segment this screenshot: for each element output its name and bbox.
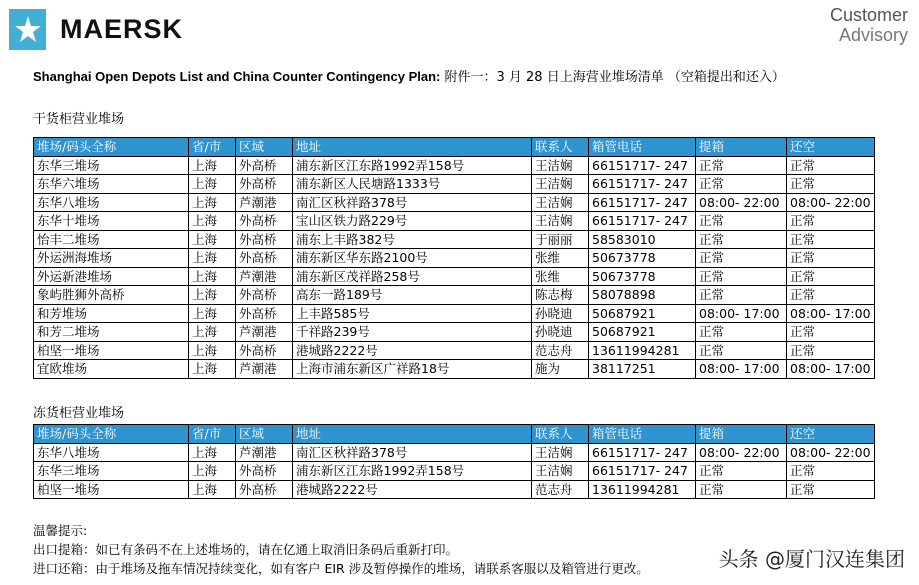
table-cell: 东华八堆场 bbox=[34, 443, 189, 462]
table-cell: 外高桥 bbox=[236, 156, 293, 175]
table-cell: 正常 bbox=[787, 480, 875, 499]
table-cell: 浦东新区江东路1992弄158号 bbox=[293, 462, 532, 481]
table-cell: 50687921 bbox=[589, 323, 696, 342]
page-title bbox=[33, 66, 785, 85]
table-cell: 东华八堆场 bbox=[34, 193, 189, 212]
table-cell: 13611994281 bbox=[589, 480, 696, 499]
table-cell: 66151717- 247 bbox=[589, 193, 696, 212]
table-row bbox=[34, 193, 875, 212]
table-cell: 东华六堆场 bbox=[34, 175, 189, 194]
table-cell: 东华三堆场 bbox=[34, 156, 189, 175]
table-row bbox=[34, 249, 875, 268]
table-cell: 范志舟 bbox=[532, 341, 589, 360]
column-header: 地址 bbox=[293, 425, 532, 444]
table-cell: 08:00- 22:00 bbox=[696, 443, 787, 462]
table-cell: 正常 bbox=[696, 267, 787, 286]
table-cell: 外高桥 bbox=[236, 212, 293, 231]
table-cell: 58078898 bbox=[589, 286, 696, 305]
table-header-row bbox=[34, 425, 875, 444]
advisory-line1: Customer bbox=[829, 5, 908, 25]
table-cell: 浦东新区华东路2100号 bbox=[293, 249, 532, 268]
table-cell: 陈志梅 bbox=[532, 286, 589, 305]
watermark: 头条 @厦门汉连集团 bbox=[718, 547, 905, 571]
table-cell: 正常 bbox=[696, 156, 787, 175]
table-row bbox=[34, 267, 875, 286]
column-header: 堆场/码头全称 bbox=[34, 425, 189, 444]
table-cell: 08:00- 22:00 bbox=[787, 443, 875, 462]
table-cell: 外高桥 bbox=[236, 462, 293, 481]
table-cell: 08:00- 17:00 bbox=[696, 360, 787, 379]
table-cell: 正常 bbox=[787, 249, 875, 268]
title-rest: 附件一：3 月 28 日上海营业堆场清单 （空箱提出和还入） bbox=[440, 70, 785, 85]
table-cell: 高东一路189号 bbox=[293, 286, 532, 305]
table-cell: 王洁娴 bbox=[532, 193, 589, 212]
table-cell: 外高桥 bbox=[236, 341, 293, 360]
brand-name: MAERSK bbox=[60, 14, 184, 44]
column-header: 联系人 bbox=[532, 138, 589, 157]
table-row bbox=[34, 480, 875, 499]
table-cell: 上海 bbox=[189, 193, 236, 212]
title-bold: Shanghai Open Depots List and China Counter Contingency Plan: bbox=[33, 69, 441, 84]
table-cell: 和芳二堆场 bbox=[34, 323, 189, 342]
table-cell: 施为 bbox=[532, 360, 589, 379]
reefer-depot-table bbox=[33, 424, 875, 499]
table-cell: 上海 bbox=[189, 212, 236, 231]
table-cell: 柏坚一堆场 bbox=[34, 341, 189, 360]
table-cell: 上丰路585号 bbox=[293, 304, 532, 323]
tips-heading: 温馨提示: bbox=[33, 523, 88, 538]
table-cell: 08:00- 17:00 bbox=[696, 304, 787, 323]
table-cell: 正常 bbox=[696, 249, 787, 268]
table-cell: 外高桥 bbox=[236, 175, 293, 194]
dry-depot-table bbox=[33, 137, 875, 379]
table-cell: 王洁娴 bbox=[532, 443, 589, 462]
table-cell: 上海 bbox=[189, 230, 236, 249]
table-cell: 上海 bbox=[189, 156, 236, 175]
table-cell: 外高桥 bbox=[236, 480, 293, 499]
dry-section-heading: 干货柜营业堆场 bbox=[33, 112, 125, 127]
table-cell: 正常 bbox=[787, 267, 875, 286]
column-header: 地址 bbox=[293, 138, 532, 157]
table-cell: 上海 bbox=[189, 304, 236, 323]
customer-advisory-label bbox=[830, 5, 908, 45]
table-cell: 08:00- 22:00 bbox=[696, 193, 787, 212]
column-header: 箱管电话 bbox=[589, 425, 696, 444]
table-cell: 正常 bbox=[787, 156, 875, 175]
table-cell: 正常 bbox=[787, 230, 875, 249]
table-cell: 正常 bbox=[696, 341, 787, 360]
table-cell: 柏坚一堆场 bbox=[34, 480, 189, 499]
table-cell: 王洁娴 bbox=[532, 462, 589, 481]
table-cell: 上海市浦东新区广祥路18号 bbox=[293, 360, 532, 379]
advisory-line2: Advisory bbox=[838, 25, 908, 45]
table-cell: 张维 bbox=[532, 267, 589, 286]
table-cell: 50687921 bbox=[589, 304, 696, 323]
table-cell: 王洁娴 bbox=[532, 212, 589, 231]
star-icon bbox=[9, 9, 46, 50]
table-cell: 芦潮港 bbox=[236, 267, 293, 286]
reefer-section-heading: 冻货柜营业堆场 bbox=[33, 406, 125, 421]
table-row bbox=[34, 443, 875, 462]
table-cell: 正常 bbox=[696, 480, 787, 499]
table-cell: 港城路2222号 bbox=[293, 341, 532, 360]
table-cell: 上海 bbox=[189, 360, 236, 379]
table-row bbox=[34, 212, 875, 231]
table-cell: 66151717- 247 bbox=[589, 462, 696, 481]
table-cell: 宝山区铁力路229号 bbox=[293, 212, 532, 231]
column-header: 箱管电话 bbox=[589, 138, 696, 157]
table-cell: 外高桥 bbox=[236, 249, 293, 268]
table-cell: 孙晓迪 bbox=[532, 323, 589, 342]
table-cell: 芦潮港 bbox=[236, 193, 293, 212]
table-cell: 千祥路239号 bbox=[293, 323, 532, 342]
table-cell: 浦东新区茂祥路258号 bbox=[293, 267, 532, 286]
table-cell: 正常 bbox=[787, 341, 875, 360]
table-header-row bbox=[34, 138, 875, 157]
table-cell: 66151717- 247 bbox=[589, 212, 696, 231]
table-cell: 正常 bbox=[696, 286, 787, 305]
table-cell: 上海 bbox=[189, 462, 236, 481]
table-cell: 上海 bbox=[189, 249, 236, 268]
column-header: 堆场/码头全称 bbox=[34, 138, 189, 157]
table-cell: 58583010 bbox=[589, 230, 696, 249]
table-cell: 正常 bbox=[696, 175, 787, 194]
column-header: 省/市 bbox=[189, 138, 236, 157]
table-cell: 上海 bbox=[189, 480, 236, 499]
table-cell: 50673778 bbox=[589, 267, 696, 286]
table-cell: 芦潮港 bbox=[236, 323, 293, 342]
table-cell: 东华三堆场 bbox=[34, 462, 189, 481]
tips-block bbox=[33, 521, 649, 578]
table-cell: 正常 bbox=[787, 286, 875, 305]
table-cell: 50673778 bbox=[589, 249, 696, 268]
table-cell: 象屿胜狮外高桥 bbox=[34, 286, 189, 305]
table-cell: 范志舟 bbox=[532, 480, 589, 499]
table-row bbox=[34, 156, 875, 175]
table-cell: 正常 bbox=[696, 230, 787, 249]
table-cell: 上海 bbox=[189, 286, 236, 305]
table-cell: 浦东新区人民塘路1333号 bbox=[293, 175, 532, 194]
table-row bbox=[34, 304, 875, 323]
table-cell: 南汇区秋祥路378号 bbox=[293, 443, 532, 462]
table-cell: 和芳堆场 bbox=[34, 304, 189, 323]
table-cell: 王洁娴 bbox=[532, 175, 589, 194]
table-row bbox=[34, 286, 875, 305]
table-cell: 王洁娴 bbox=[532, 156, 589, 175]
table-row bbox=[34, 323, 875, 342]
table-cell: 08:00- 22:00 bbox=[787, 193, 875, 212]
column-header: 还空 bbox=[787, 425, 875, 444]
column-header: 提箱 bbox=[696, 138, 787, 157]
table-cell: 外高桥 bbox=[236, 286, 293, 305]
table-cell: 港城路2222号 bbox=[293, 480, 532, 499]
table-cell: 浦东新区江东路1992弄158号 bbox=[293, 156, 532, 175]
table-cell: 于丽丽 bbox=[532, 230, 589, 249]
table-cell: 正常 bbox=[787, 462, 875, 481]
table-cell: 正常 bbox=[696, 212, 787, 231]
column-header: 联系人 bbox=[532, 425, 589, 444]
table-cell: 南汇区秋祥路378号 bbox=[293, 193, 532, 212]
table-cell: 外运新港堆场 bbox=[34, 267, 189, 286]
table-cell: 66151717- 247 bbox=[589, 175, 696, 194]
column-header: 区域 bbox=[236, 138, 293, 157]
table-cell: 东华十堆场 bbox=[34, 212, 189, 231]
maersk-logo bbox=[9, 9, 183, 50]
column-header: 还空 bbox=[787, 138, 875, 157]
table-row bbox=[34, 360, 875, 379]
table-cell: 外运洲海堆场 bbox=[34, 249, 189, 268]
table-cell: 外高桥 bbox=[236, 230, 293, 249]
table-row bbox=[34, 341, 875, 360]
column-header: 省/市 bbox=[189, 425, 236, 444]
column-header: 提箱 bbox=[696, 425, 787, 444]
table-cell: 浦东上丰路382号 bbox=[293, 230, 532, 249]
table-cell: 张维 bbox=[532, 249, 589, 268]
table-cell: 芦潮港 bbox=[236, 443, 293, 462]
table-row bbox=[34, 462, 875, 481]
table-cell: 正常 bbox=[787, 323, 875, 342]
table-row bbox=[34, 175, 875, 194]
table-cell: 08:00- 17:00 bbox=[787, 304, 875, 323]
table-cell: 宜欧堆场 bbox=[34, 360, 189, 379]
table-cell: 38117251 bbox=[589, 360, 696, 379]
table-cell: 外高桥 bbox=[236, 304, 293, 323]
table-cell: 芦潮港 bbox=[236, 360, 293, 379]
table-cell: 孙晓迪 bbox=[532, 304, 589, 323]
table-cell: 上海 bbox=[189, 175, 236, 194]
table-cell: 08:00- 17:00 bbox=[787, 360, 875, 379]
tips-line1: 出口提箱：如已有条码不在上述堆场的，请在亿通上取消旧条码后重新打印。 bbox=[33, 542, 459, 557]
tips-line2: 进口还箱：由于堆场及拖车情况持续变化，如有客户 EIR 涉及暂停操作的堆场，请联系客服以及箱管进行更改。 bbox=[33, 561, 649, 576]
column-header: 区域 bbox=[236, 425, 293, 444]
table-cell: 上海 bbox=[189, 443, 236, 462]
table-cell: 上海 bbox=[189, 341, 236, 360]
table-cell: 正常 bbox=[696, 323, 787, 342]
table-cell: 正常 bbox=[787, 175, 875, 194]
table-cell: 66151717- 247 bbox=[589, 156, 696, 175]
table-cell: 正常 bbox=[787, 212, 875, 231]
table-cell: 上海 bbox=[189, 267, 236, 286]
table-cell: 正常 bbox=[696, 462, 787, 481]
table-cell: 66151717- 247 bbox=[589, 443, 696, 462]
table-row bbox=[34, 230, 875, 249]
table-cell: 怡丰二堆场 bbox=[34, 230, 189, 249]
table-cell: 上海 bbox=[189, 323, 236, 342]
table-cell: 13611994281 bbox=[589, 341, 696, 360]
